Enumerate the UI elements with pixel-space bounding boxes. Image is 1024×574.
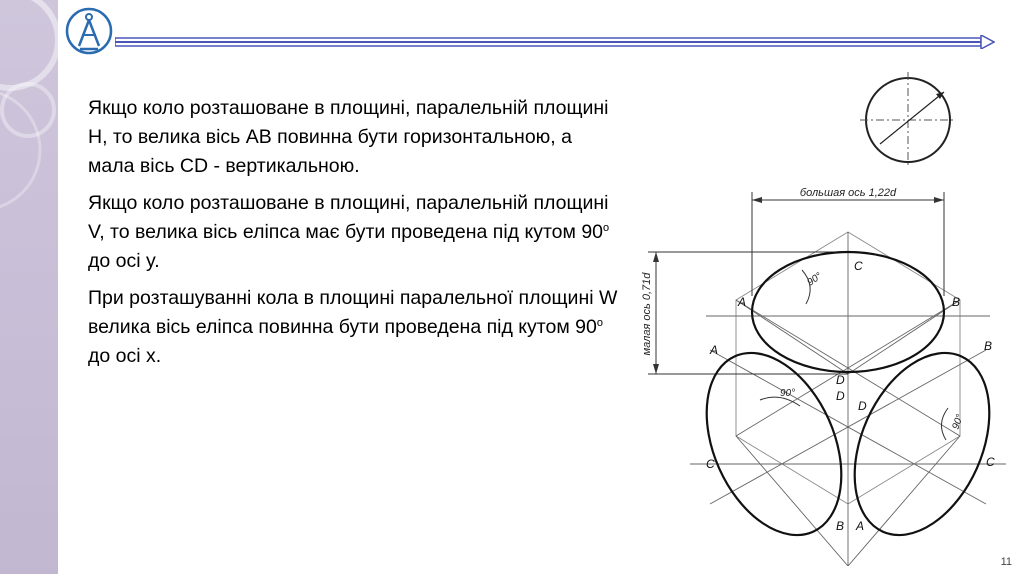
point-label-c-top: C bbox=[854, 259, 863, 273]
paragraph-2-tail: до осі y. bbox=[88, 250, 160, 272]
paragraph-3-text: При розташуванні кола в площині паралельної площині W велика вісь еліпса повинна бути проведена під кутом 90 bbox=[88, 287, 618, 338]
major-axis-label: большая ось 1,22d bbox=[799, 187, 897, 199]
degree-superscript: o bbox=[596, 317, 603, 329]
paragraph-3-tail: до осі x. bbox=[88, 345, 162, 367]
angle-label-left: 90° bbox=[780, 388, 796, 399]
point-label-a-left: A bbox=[710, 343, 719, 357]
point-label-d-top: D bbox=[836, 373, 845, 387]
point-label-d-right: D bbox=[858, 399, 867, 413]
point-label-c-left: C bbox=[706, 457, 715, 471]
circle-diagram bbox=[858, 68, 958, 172]
angle-label-right: 90° bbox=[950, 413, 966, 432]
point-label-b-top: B bbox=[952, 295, 961, 309]
degree-superscript: o bbox=[603, 222, 610, 234]
angle-label-top: 90° bbox=[805, 270, 825, 289]
point-label-c-right: C bbox=[986, 455, 995, 469]
paragraph-1-text: Якщо коло розташоване в площині, паралельній площині H, то велика вісь AB повинна бути горизонтальною, а мала вісь CD - вертикальною. bbox=[88, 97, 609, 177]
isometric-ellipses-diagram bbox=[630, 174, 1020, 566]
point-label-b-bottom: B bbox=[836, 519, 845, 533]
point-label-d-middle: D bbox=[836, 389, 845, 403]
slide-body-text bbox=[88, 94, 618, 379]
header-rule-arrow bbox=[115, 35, 995, 49]
page-number: 11 bbox=[1000, 556, 1012, 568]
point-label-a-top: A bbox=[738, 295, 747, 309]
paragraph-frontal-plane bbox=[88, 189, 618, 276]
paragraph-profile-plane bbox=[88, 284, 618, 371]
paragraph-2-text: Якщо коло розташоване в площині, паралельній площині V, то велика вісь еліпса має бути проведена під кутом 90 bbox=[88, 192, 609, 243]
point-label-b-right: B bbox=[984, 339, 993, 353]
minor-axis-label: малая ось 0,71d bbox=[641, 272, 653, 356]
left-decorative-band bbox=[0, 0, 58, 574]
band-circles-decoration bbox=[0, 0, 58, 574]
paragraph-horizontal-plane bbox=[88, 94, 618, 181]
compass-logo-icon bbox=[62, 4, 116, 58]
point-label-a-bottom: A bbox=[856, 519, 865, 533]
